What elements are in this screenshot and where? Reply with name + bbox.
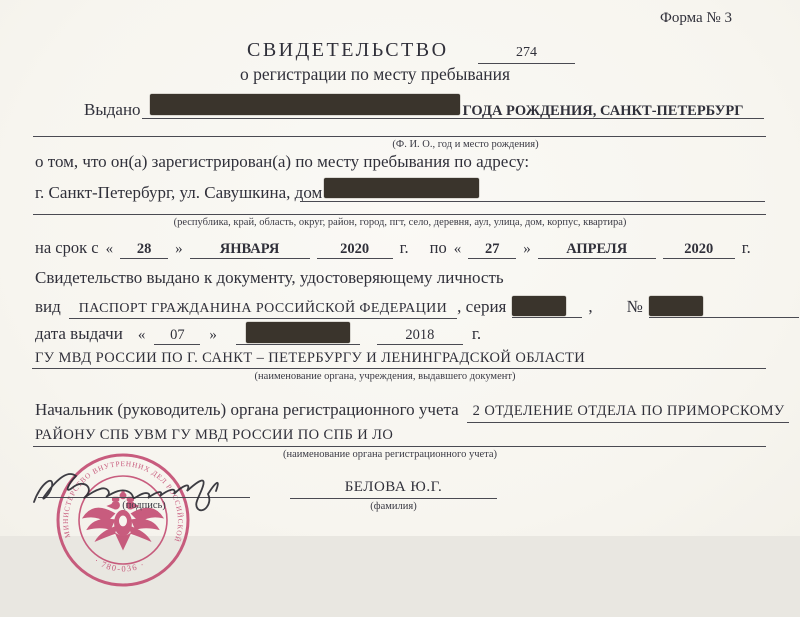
series-blank [512,296,582,318]
document-intro: Свидетельство выдано к документу, удостоверяющему личность [35,268,504,287]
stamp-ring-text: МИНИСТЕРСТВО ВНУТРЕННИХ ДЕЛ РОССИЙСКОЙ [60,459,186,544]
quote-close: » [175,241,183,257]
registrar-caption: (наименование органа регистрационного учета) [282,449,498,460]
period-from-day: 28 [120,241,168,259]
issued-label: Выдано [84,100,141,119]
redacted-address-box [324,178,479,198]
period-to-day: 27 [468,241,516,259]
quote-open: « [453,241,462,257]
issue-date-label: дата выдачи [35,324,123,343]
year-suffix: г. [741,238,751,257]
number-sign: № [626,297,643,316]
signature-caption: (подпись) [122,500,166,511]
quote-open: « [105,241,114,257]
doc-type-label: вид [35,297,61,316]
period-to-year: 2020 [663,241,735,259]
registration-statement: о том, что он(а) зарегистрирован(а) по месту пребывания по адресу: [35,152,530,171]
redacted-name-box [150,94,460,115]
period-from-month: ЯНВАРЯ [190,241,310,259]
series-comma: , [588,297,593,316]
address-caption: (республика, край, область, округ, район, город, пгт, село, деревня, аул, улица, дом, корпус, квартира) [173,217,627,228]
registrar-underline [33,446,766,447]
issued-row [84,94,743,120]
issue-year: 2018 [377,327,463,345]
address-row [35,178,479,203]
issued-underline [142,118,764,119]
period-from-year: 2020 [317,241,393,259]
period-to-label: по [429,238,447,257]
address-prefix: г. Санкт-Петербург, ул. Савушкина, дом [35,183,323,202]
quote-close: » [209,327,217,343]
fio-blank-line [33,136,766,137]
period-row [35,238,751,259]
name-line [290,498,497,499]
document-type-row [35,296,799,319]
redacted-number-box [649,296,703,316]
issue-day: 07 [154,327,200,345]
official-name: БЕЛОВА Ю.Г. [344,479,443,495]
registrar-org-line2: РАЙОНУ СПБ УВМ ГУ МВД РОССИИ ПО СПБ И ЛО [35,427,394,443]
signature-path [26,450,246,520]
page-subtitle: о регистрации по месту пребывания [240,64,511,84]
registrar-org-line1: 2 ОТДЕЛЕНИЕ ОТДЕЛА ПО ПРИМОРСКОМУ [467,403,789,423]
year-suffix: г. [471,324,482,343]
issue-month-blank [236,322,360,345]
doc-type-value: ПАСПОРТ ГРАЖДАНИНА РОССИЙСКОЙ ФЕДЕРАЦИИ [69,301,457,319]
form-number-label: Форма № 3 [660,10,732,26]
signature-scribble [26,450,246,520]
registrar-label: Начальник (руководитель) органа регистрационного учета [35,400,459,419]
fio-caption: (Ф. И. О., год и место рождения) [392,139,539,150]
year-suffix: г. [399,238,409,257]
certificate-number: 274 [478,45,575,64]
address-underline [300,201,765,202]
name-caption: (фамилия) [370,501,417,512]
address-blank-line [33,214,766,215]
registrar-row [35,400,789,423]
authority-underline [32,368,766,369]
number-blank [649,296,799,318]
quote-open: « [137,327,146,343]
redacted-series-box [512,296,566,316]
redacted-month-box [246,322,350,343]
authority-caption: (наименование органа, учреждения, выдавшего документ) [254,371,516,382]
issuing-authority: ГУ МВД РОССИИ ПО Г. САНКТ – ПЕТЕРБУРГУ И ЛЕНИНГРАДСКОЙ ОБЛАСТИ [35,350,586,366]
series-label: , серия [457,297,507,316]
issued-suffix: ГОДА РОЖДЕНИЯ, САНКТ-ПЕТЕРБУРГ [462,103,744,119]
stamp-number-text: · 780-036 · [92,555,147,574]
page-title: СВИДЕТЕЛЬСТВО [247,39,449,61]
period-to-month: АПРЕЛЯ [538,241,656,259]
svg-text:· 780-036 · [93,555,147,573]
issue-date-row [35,322,481,345]
quote-close: » [523,241,531,257]
period-prefix: на срок с [35,238,99,257]
